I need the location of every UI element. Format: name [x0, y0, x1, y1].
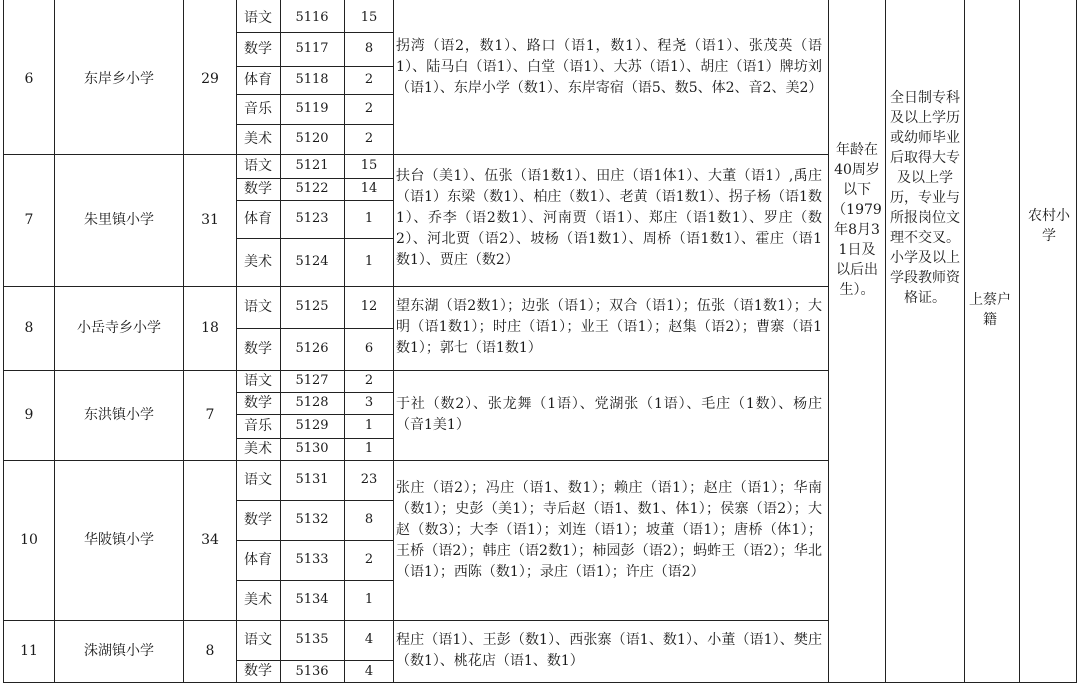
school-number: 7	[24, 211, 34, 228]
post-count: 2	[364, 131, 374, 147]
post-code: 5116	[295, 10, 329, 26]
post-count: 15	[360, 10, 378, 26]
post-count: 15	[360, 158, 378, 174]
grid-line	[1019, 0, 1020, 683]
post-distribution: 望东湖（语2数1）；边张（语1）；双合（语1）；伍张（语1数1）；大明（语1数1）；时庄（语1）；业王（语1）；赵集（语2）；曹寨（语1数1）；郭七（语1数1）	[396, 298, 822, 356]
post-code: 5129	[295, 418, 329, 434]
grid-line	[236, 178, 394, 179]
post-code: 5128	[295, 395, 329, 411]
grid-line	[236, 66, 394, 67]
grid-line	[885, 0, 886, 683]
post-code: 5130	[295, 441, 329, 457]
post-distribution: 程庄（语1）、王彭（数1）、西张寨（语1、数1）、小董（语1）、樊庄（数1）、桃花店（语1、数1）	[396, 632, 822, 669]
post-subject: 数学	[244, 511, 272, 528]
post-code: 5124	[295, 254, 329, 270]
post-subject: 语文	[244, 9, 272, 26]
post-code: 5119	[295, 101, 329, 117]
post-code: 5132	[295, 512, 329, 528]
household-requirement: 上蔡户籍	[969, 292, 1011, 328]
post-subject: 数学	[244, 40, 272, 57]
school-total: 18	[201, 319, 219, 336]
grid-line	[3, 154, 829, 155]
post-subject: 音乐	[244, 417, 272, 434]
grid-line	[236, 580, 394, 581]
post-code: 5125	[295, 299, 329, 315]
post-code: 5123	[295, 211, 329, 227]
post-code: 5127	[295, 373, 329, 389]
post-subject: 音乐	[244, 100, 272, 117]
post-subject: 数学	[244, 340, 272, 357]
post-count: 12	[360, 299, 378, 315]
post-code: 5121	[295, 158, 329, 174]
post-subject: 美术	[244, 591, 272, 608]
post-subject: 数学	[244, 663, 272, 680]
grid-line	[236, 328, 394, 329]
school-name: 朱里镇小学	[84, 211, 154, 228]
grid-line	[236, 540, 394, 541]
grid-line	[236, 660, 394, 661]
grid-line	[236, 500, 394, 501]
post-code: 5136	[295, 663, 329, 679]
grid-line	[3, 286, 829, 287]
post-count: 2	[364, 72, 374, 88]
grid-line	[236, 438, 394, 439]
post-count: 3	[364, 395, 374, 411]
post-count: 2	[364, 101, 374, 117]
post-subject: 数学	[244, 394, 272, 411]
post-count: 23	[360, 472, 378, 488]
post-count: 2	[364, 552, 374, 568]
school-total: 8	[205, 643, 215, 660]
post-subject: 美术	[244, 253, 272, 270]
post-subject: 语文	[244, 372, 272, 389]
post-code: 5122	[295, 181, 329, 197]
post-count: 4	[364, 632, 374, 648]
post-code: 5135	[295, 632, 329, 648]
grid-line	[54, 0, 55, 683]
school-name: 华陂镇小学	[84, 531, 154, 548]
post-subject: 美术	[244, 130, 272, 147]
school-total: 7	[205, 406, 215, 423]
school-name: 小岳寺乡小学	[77, 319, 161, 336]
grid-line	[236, 200, 394, 201]
post-distribution: 扶台（美1）、伍张（语1数1）、田庄（语1体1）、大董（语1）,禹庄（语1）东梁（数1）、柏庄（数1）、老黄（语1数1）、拐子杨（语1数1）、乔李（语2数1）、河南贾（语1）、郑庄（语1数1）、罗庄（数2）、河北贾（语2）、坡杨（语1数1）、周桥（语1数1）、霍庄（语1数1）、贾庄（数2）	[396, 168, 822, 268]
school-category: 农村小学	[1028, 208, 1070, 244]
post-subject: 数学	[244, 180, 272, 197]
grid-line	[236, 238, 394, 239]
grid-line	[236, 414, 394, 415]
post-subject: 体育	[244, 71, 272, 88]
school-name: 东洪镇小学	[84, 406, 154, 423]
post-distribution: 拐湾（语2，数1）、路口（语1，数1）、程尧（语1）、张茂英（语1）、陆马白（语1）、白堂（语1）、大苏（语1）、胡庄（语1）牌坊刘（语1）、东岸小学（数1）、东岸寄宿（语5、数5、体2、音2、美2）	[396, 38, 823, 96]
post-count: 1	[364, 592, 374, 608]
school-number: 9	[24, 406, 34, 423]
grid-line	[236, 94, 394, 95]
post-subject: 语文	[244, 298, 272, 315]
school-name: 东岸乡小学	[84, 70, 154, 87]
grid-line	[964, 0, 965, 683]
grid-line	[3, 460, 829, 461]
grid-line	[183, 0, 184, 683]
post-subject: 体育	[244, 551, 272, 568]
grid-line	[3, 0, 4, 683]
grid-line	[3, 370, 829, 371]
age-requirement: 年龄在40周岁以下（1979年8月31日及以后出生）。	[832, 142, 882, 298]
grid-line	[236, 124, 394, 125]
school-number: 10	[20, 531, 38, 548]
post-distribution: 张庄（语2）；冯庄（语1、数1）；赖庄（语1）；赵庄（语1）；华南（数1）；史彭（美1）；寺后赵（语1、数1、体1）；侯寨（语2）；大赵（数3）；大李（语1）；刘连（语1）；坡董（语1）；唐桥（体1）；王桥（语2）；韩庄（语2数1）；柿园彭（语2）；蚂蚱王（语2）；华北（语1）；西陈（数1）；录庄（语1）；许庄（语2）	[396, 480, 822, 580]
post-count: 6	[364, 341, 374, 357]
post-distribution: 于社（数2）、张龙舞（1语）、党湖张（1语）、毛庄（1数）、杨庄（音1美1）	[396, 396, 822, 433]
post-subject: 语文	[244, 471, 272, 488]
grid-line	[828, 0, 829, 683]
school-number: 6	[24, 70, 34, 87]
post-code: 5134	[295, 592, 329, 608]
post-count: 14	[360, 181, 378, 197]
post-subject: 语文	[244, 157, 272, 174]
post-count: 8	[364, 41, 374, 57]
post-count: 2	[364, 373, 374, 389]
post-count: 8	[364, 512, 374, 528]
post-code: 5126	[295, 341, 329, 357]
post-count: 4	[364, 663, 374, 679]
post-code: 5118	[295, 72, 329, 88]
post-subject: 体育	[244, 210, 272, 227]
school-number: 11	[20, 643, 38, 660]
school-total: 29	[201, 70, 219, 87]
post-subject: 语文	[244, 631, 272, 648]
grid-line	[236, 32, 394, 33]
post-count: 1	[364, 441, 374, 457]
grid-line	[3, 620, 829, 621]
education-requirement: 全日制专科及以上学历或幼师毕业后取得大专及以上学历，专业与所报岗位文理不交叉。小学及以上学段教师资格证。	[890, 90, 960, 306]
school-number: 8	[24, 319, 34, 336]
school-name: 洙湖镇小学	[84, 643, 154, 660]
post-count: 1	[364, 254, 374, 270]
grid-line	[1076, 0, 1077, 683]
school-total: 31	[201, 211, 219, 228]
post-code: 5117	[295, 41, 329, 57]
post-subject: 美术	[244, 440, 272, 457]
post-code: 5120	[295, 131, 329, 147]
post-count: 1	[364, 418, 374, 434]
grid-line	[236, 392, 394, 393]
post-count: 1	[364, 211, 374, 227]
school-total: 34	[201, 531, 219, 548]
post-code: 5133	[295, 552, 329, 568]
post-code: 5131	[295, 472, 329, 488]
